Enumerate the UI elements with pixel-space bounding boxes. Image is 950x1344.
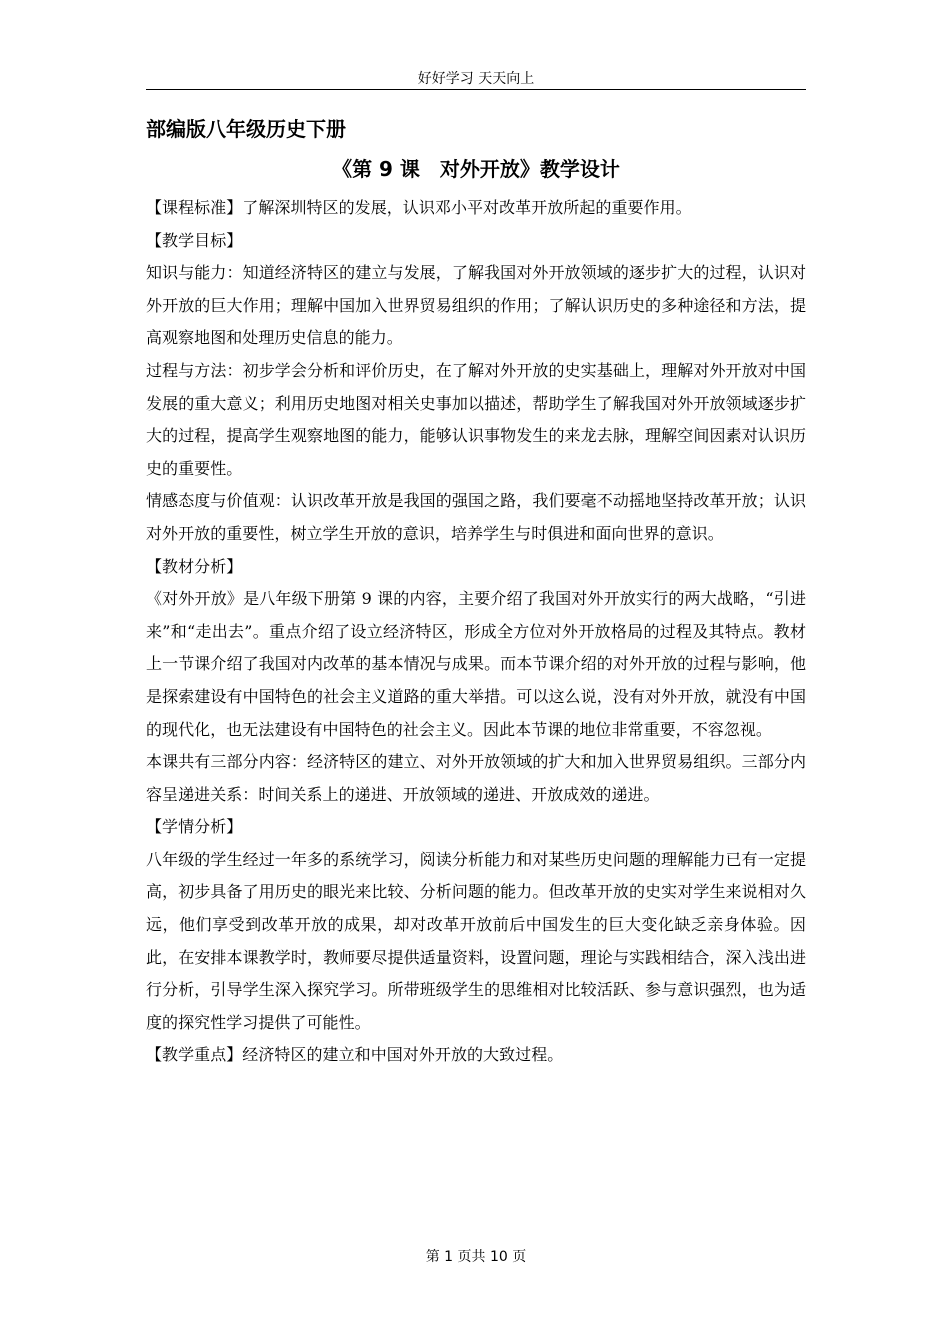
lesson-title: 《第 9 课 对外开放》教学设计	[332, 157, 620, 181]
paragraph-process-method: 过程与方法：初步学会分析和评价历史，在了解对外开放的史实基础上，理解对外开放对中国发展的重大意义；利用历史地图对相关史事加以描述，帮助学生了解我国对外开放领域逐步扩大的过程，提高学生观察地图的能力，能够认识事物发生的来龙去脉，理解空间因素对认识历史的重要性。	[146, 360, 806, 478]
heading-textbook-analysis: 【教材分析】	[146, 556, 243, 576]
paragraph-teaching-focus: 【教学重点】经济特区的建立和中国对外开放的大致过程。	[146, 1045, 564, 1065]
paragraph-textbook-analysis: 《对外开放》是八年级下册第 9 课的内容，主要介绍了我国对外开放实行的两大战略，“引进来”和“走出去”。重点介绍了设立经济特区，形成全方位对外开放格局的过程及其特点。教材上一节课介绍了我国对内改革的基本情况与成果。而本节课介绍的对外开放的过程与影响，他是探索建设有中国特色的社会主义道路的重大举措。可以这么说，没有对外开放，就没有中国的现代化，也无法建设有中国特色的社会主义。因此本节课的地位非常重要，不容忽视。	[146, 589, 806, 739]
paragraph-knowledge-ability: 知识与能力：知道经济特区的建立与发展，了解我国对外开放领域的逐步扩大的过程，认识对外开放的巨大作用；理解中国加入世界贸易组织的作用；了解认识历史的多种途径和方法，提高观察地图和处理历史信息的能力。	[146, 263, 806, 348]
document-body	[146, 114, 806, 1072]
page-number: 第 1 页共 10 页	[425, 1249, 527, 1265]
page-header: 好好学习 天天向上	[417, 71, 535, 87]
paragraph-curriculum-standard: 【课程标准】了解深圳特区的发展，认识邓小平对改革开放所起的重要作用。	[146, 198, 692, 217]
series-title: 部编版八年级历史下册	[146, 117, 346, 141]
heading-student-analysis: 【学情分析】	[146, 817, 243, 837]
paragraph-student-analysis: 八年级的学生经过一年多的系统学习，阅读分析能力和对某些历史问题的理解能力已有一定提高，初步具备了用历史的眼光来比较、分析问题的能力。但改革开放的史实对学生来说相对久远，他们享受到改革开放的成果，却对改革开放前后中国发生的巨大变化缺乏亲身体验。因此，在安排本课教学时，教师要尽提供适量资料，设置问题，理论与实践相结合，深入浅出进行分析，引导学生深入探究学习。所带班级学生的思维相对比较活跃、参与意识强烈，也为适度的探究性学习提供了可能性。	[146, 849, 806, 1032]
paragraph-attitude-values: 情感态度与价值观：认识改革开放是我国的强国之路，我们要毫不动摇地坚持改革开放；认识对外开放的重要性，树立学生开放的意识，培养学生与时俱进和面向世界的意识。	[146, 491, 806, 543]
header-divider	[146, 89, 806, 90]
heading-teaching-objectives: 【教学目标】	[146, 230, 243, 250]
paragraph-lesson-structure: 本课共有三部分内容：经济特区的建立、对外开放领域的扩大和加入世界贸易组织。三部分内容呈递进关系：时间关系上的递进、开放领域的递进、开放成效的递进。	[146, 752, 806, 804]
